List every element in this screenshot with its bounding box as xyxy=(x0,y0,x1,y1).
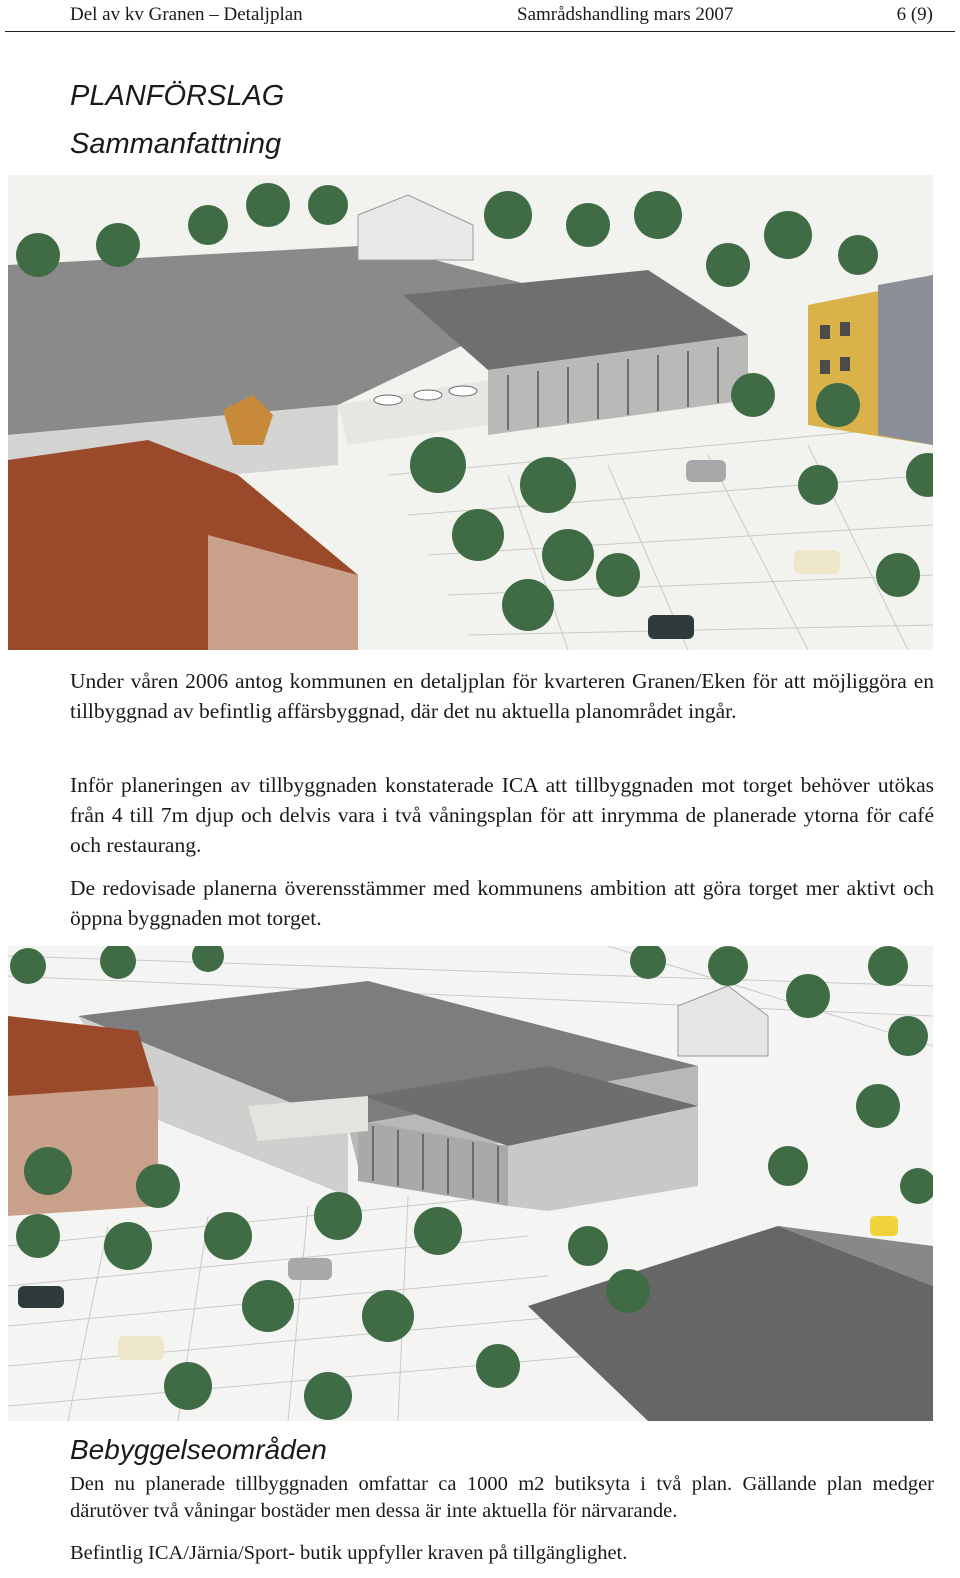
paragraph-ica-extension: Inför planeringen av tillbyggnaden konstaterade ICA att tillbyggnaden mot torget behöver utökas från 4 till 7m djup och delvis vara i två våningsplan för att inrymma de planerade ytorna för café och restaurang. xyxy=(70,773,934,857)
subsection-heading-bebyggelseomraden: Bebyggelseområden xyxy=(70,1434,327,1465)
rendering-2-illustration xyxy=(8,946,933,1421)
rendering-aerial-view-2 xyxy=(8,946,933,1421)
section-heading: PLANFÖRSLAG xyxy=(70,80,285,112)
paragraph-municipal-ambition: De redovisade planerna överensstämmer med kommunens ambition att göra torget mer aktivt och öppna byggnaden mot torget. xyxy=(70,876,934,930)
header-page-number: 6 (9) xyxy=(896,4,933,25)
paragraph-detailed-plan-2006: Under våren 2006 antog kommunen en detaljplan för kvarteren Granen/Eken för att möjliggöra en tillbyggnad av befintlig affärsbyggnad, där det nu aktuella planområdet ingår. xyxy=(70,669,934,723)
rendering-1-illustration xyxy=(8,175,933,650)
header-document-status: Samrådshandling mars 2007 xyxy=(517,4,734,25)
subsection-heading: Sammanfattning xyxy=(70,128,282,160)
header-divider xyxy=(5,31,955,32)
header-document-title: Del av kv Granen – Detaljplan xyxy=(70,4,303,25)
page-header xyxy=(0,0,960,32)
paragraph-accessibility: Befintlig ICA/Järnia/Sport- butik uppfyller kraven på tillgänglighet. xyxy=(70,1542,628,1564)
rendering-aerial-view-1 xyxy=(8,175,933,650)
paragraph-extension-area: Den nu planerade tillbyggnaden omfattar ca 1000 m2 butiksyta i två plan. Gällande plan medger därutöver två våningar bostäder men dessa är inte aktuella för närvarande. xyxy=(70,1473,934,1522)
